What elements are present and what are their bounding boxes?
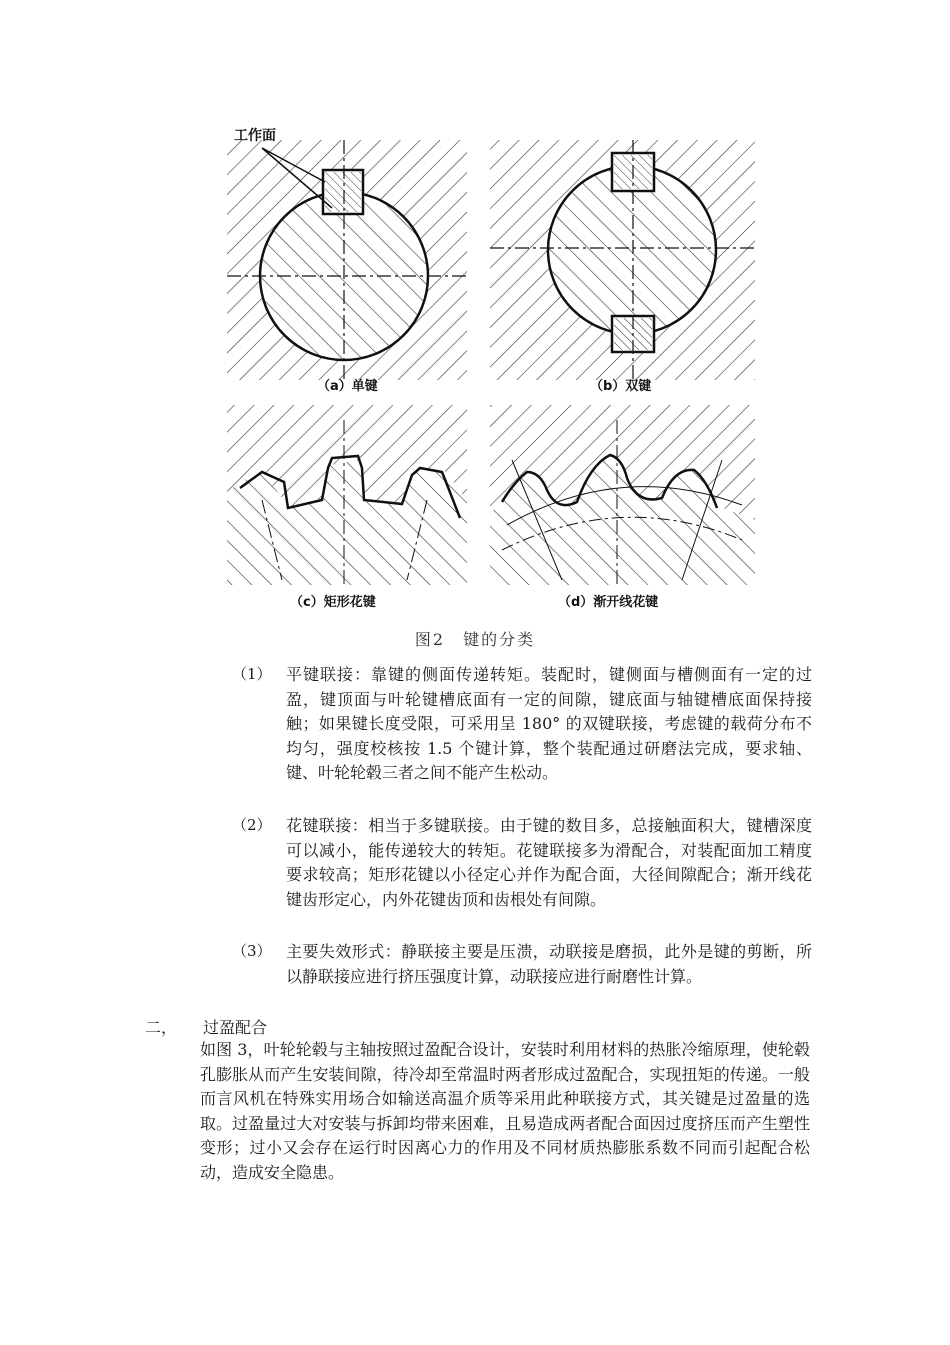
panel-c-label: （c）矩形花键 [290,595,376,610]
panel-b-double-key-drawing [490,140,755,380]
list-item-1 [232,663,812,786]
panel-b-label: （b）双键 [590,379,652,394]
panel-c-rect-spline-drawing [227,405,467,585]
section-marker: 二， [145,1018,178,1037]
figure-caption: 图2 键的分类 [414,630,536,649]
panel-a-label: （a）单键 [317,379,378,394]
key-classification-figure [222,120,762,620]
list-number: （3） [232,942,272,960]
list-number: （2） [232,816,272,834]
section-body: 如图 3，叶轮轮毂与主轴按照过盈配合设计，安装时利用材料的热胀冷缩原理，使轮毂孔膨胀从而产生安装间隙，待冷却至常温时两者形成过盈配合，实现扭矩的传递。一般而言风机在特殊实用场合如输送高温介质等采用此种联接方式，其关键是过盈量的选取。过盈量过大对安装与拆卸均带来困难，且易造成两者配合面因过度挤压而产生塑性变形；过小又会存在运行时因离心力的作用及不同材质热膨胀系数不同而引起配合松动，造成安全隐患。 [200,1040,810,1182]
panel-d-involute-spline-drawing [490,405,755,585]
panel-d-label: （d）渐开线花键 [558,595,659,610]
list-text: 主要失效形式：静联接主要是压溃，动联接是磨损，此外是键的剪断，所以静联接应进行挤压强度计算，动联接应进行耐磨性计算。 [286,942,812,986]
panel-a-single-key-drawing [227,140,467,380]
list-item-3 [232,940,812,989]
list-item-2 [232,814,812,912]
section-heading [145,1015,267,1038]
list-number: （1） [232,665,272,683]
section-title: 过盈配合 [203,1018,268,1037]
list-text: 花键联接：相当于多键联接。由于键的数目多，总接触面积大，键槽深度可以减小，能传递较大的转矩。花键联接多为滑配合，对装配面加工精度要求较高；矩形花键以小径定心并作为配合面，大径间隙配合；渐开线花键齿形定心，内外花键齿顶和齿根处有间隙。 [286,816,812,909]
working-face-label: 工作面 [234,128,276,144]
list-text: 平键联接：靠键的侧面传递转矩。装配时，键侧面与槽侧面有一定的过盈，键顶面与叶轮键槽底面有一定的间隙，键底面与轴键槽底面保持接触；如果键长度受限，可采用呈 180° 的双键联接，考虑键的载荷分布不均匀，强度校核按 1.5 个键计算，整个装配通过研磨法完成，要求轴、键、叶轮轮毂三者之间不能产生松动。 [286,665,812,782]
